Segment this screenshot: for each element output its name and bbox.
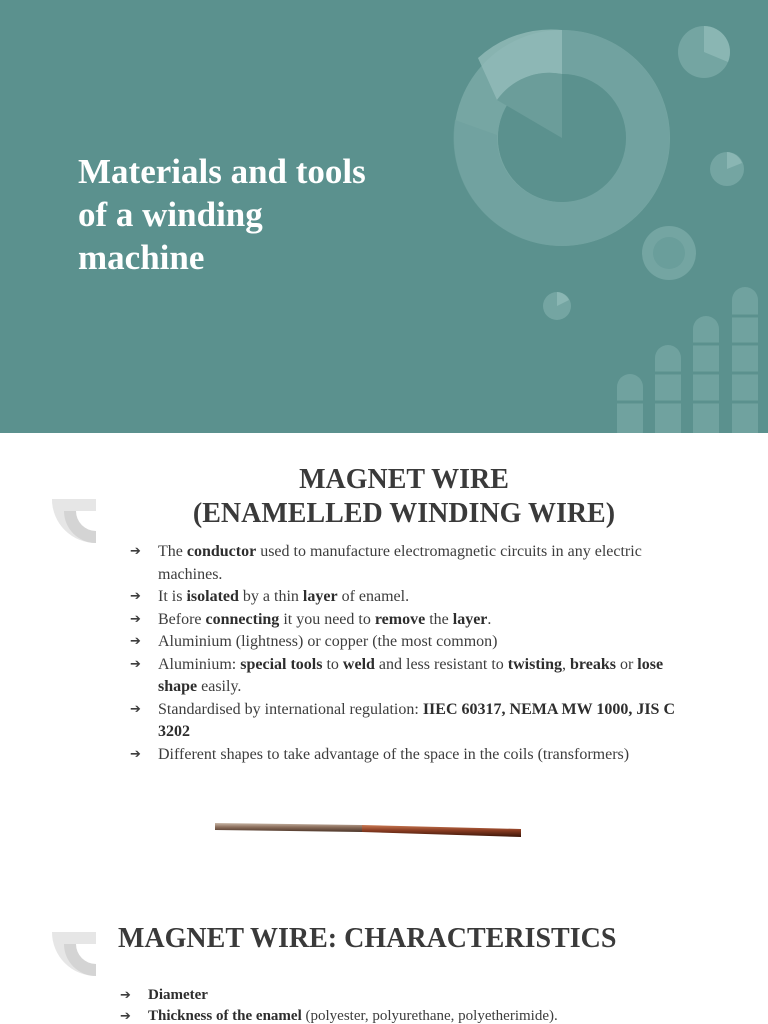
bullet-text: Aluminium (lightness) or copper (the most common) (158, 633, 498, 650)
bullet-emphasis: layer (452, 610, 488, 628)
magnet-wire-slide (0, 433, 768, 873)
bullet-emphasis: conductor (186, 543, 257, 560)
bullet-text: to (322, 655, 343, 673)
bullet-item (130, 609, 700, 632)
arrow-right-icon: ➔ (130, 701, 141, 717)
arrow-right-icon: ➔ (120, 988, 131, 1003)
small-donut-inner (653, 237, 685, 269)
presentation-title (78, 150, 418, 279)
bullet-emphasis: IIEC 60317, NEMA MW 1000, JIS C 3202 (158, 700, 675, 740)
bullet-emphasis: special tools (240, 655, 323, 673)
bullet-text: Before (158, 610, 206, 628)
bullet-item (130, 699, 700, 744)
bar-graph-graphic (617, 287, 758, 433)
arrow-right-icon: ➔ (130, 589, 141, 604)
bullet-text: (polyester, polyurethane, polyetherimide). (301, 1008, 558, 1024)
bullet-emphasis: Thickness of the enamel (148, 1008, 302, 1024)
bullet-text: It is (158, 588, 187, 605)
bullet-item (130, 586, 700, 609)
bullet-text: Standardised by international regulation: (158, 700, 423, 718)
arrow-right-icon: ➔ (130, 611, 141, 627)
bullet-item (130, 541, 700, 586)
bullet-item (130, 654, 700, 699)
arrow-right-icon: ➔ (130, 656, 141, 672)
slide-title: MAGNET WIRE: CHARACTERISTICS (118, 923, 617, 954)
arrow-right-icon: ➔ (120, 1009, 131, 1024)
characteristics-slide (0, 880, 768, 1024)
bullet-text: Aluminium: (158, 655, 241, 673)
bullet-text: . (487, 610, 492, 628)
bullet-item (130, 744, 700, 767)
bullet-text: used to manufacture electromagnetic circuits in any electric machines. (158, 543, 642, 583)
bullet-text: the (425, 610, 453, 628)
bullet-emphasis: Diameter (148, 987, 208, 1003)
bullet-emphasis: weld (342, 655, 375, 673)
bullet-text: and less resistant to (374, 655, 508, 673)
bullet-text: easily. (197, 678, 242, 695)
arrow-right-icon: ➔ (130, 634, 141, 649)
bullet-emphasis: lose shape (158, 655, 664, 695)
slide-title (100, 463, 708, 531)
magnet-wire-image (212, 817, 524, 839)
bullet-emphasis: breaks (570, 655, 616, 673)
slide-title-line-2: (ENAMELLED WINDING WIRE) (192, 498, 616, 529)
bullet-item (120, 985, 720, 1006)
title-line: of a winding (78, 195, 263, 234)
bullet-emphasis: layer (302, 588, 338, 605)
bullet-list (130, 541, 700, 766)
bullet-emphasis: isolated (186, 588, 239, 605)
bullet-text: The (158, 543, 187, 560)
bullet-text: or (615, 655, 638, 673)
bullet-text: of enamel. (337, 588, 410, 605)
title-line: Materials and tools (78, 152, 366, 191)
bullet-item (120, 1006, 720, 1024)
bullet-text: , (562, 655, 571, 673)
slide-title-line-1: MAGNET WIRE (299, 464, 509, 495)
bullet-item (130, 631, 700, 654)
bullet-text: Different shapes to take advantage of the space in the coils (transformers) (158, 745, 630, 763)
bullet-text: it you need to (279, 610, 375, 628)
corner-leaf-icon (52, 932, 96, 976)
bullet-emphasis: remove (374, 610, 426, 628)
arrow-right-icon: ➔ (130, 746, 141, 762)
title-slide (0, 0, 768, 433)
corner-leaf-icon (52, 499, 96, 543)
bullet-text: by a thin (238, 588, 303, 605)
title-line: machine (78, 238, 205, 277)
bullet-emphasis: connecting (205, 610, 280, 628)
bullet-emphasis: twisting (507, 655, 563, 673)
bullet-list (120, 985, 720, 1024)
arrow-right-icon: ➔ (130, 544, 141, 559)
